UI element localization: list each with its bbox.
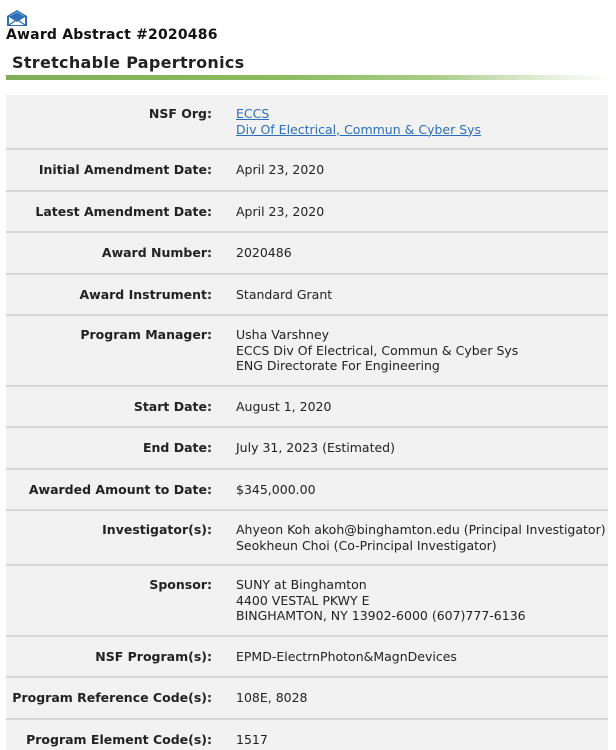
field-value: SUNY at Binghamton 4400 VESTAL PKWY E BINGHAMTON, NY 13902-6000 (607)777-6136	[236, 565, 608, 636]
row-nsf-org	[6, 95, 608, 149]
field-value: July 31, 2023 (Estimated)	[236, 427, 608, 469]
field-label: Investigator(s):	[6, 510, 236, 565]
field-value: $345,000.00	[236, 469, 608, 511]
field-label: NSF Org:	[6, 95, 236, 149]
row-investigators	[6, 510, 608, 565]
award-details-table	[6, 95, 608, 750]
row-program-element-codes	[6, 719, 608, 750]
field-label: Program Element Code(s):	[26, 731, 212, 747]
envelope-open-icon[interactable]	[6, 9, 28, 27]
field-value: April 23, 2020	[236, 149, 608, 191]
row-award-number	[6, 232, 608, 274]
field-label: Start Date:	[6, 386, 236, 428]
row-start-date	[6, 386, 608, 428]
field-value: Ahyeon Koh akoh@binghamton.edu (Principal Investigator) Seokheun Choi (Co-Principal Investigator)	[236, 510, 608, 565]
row-award-instrument	[6, 274, 608, 316]
field-value	[236, 95, 608, 149]
page-title: Stretchable Papertronics	[12, 53, 245, 72]
field-label: Awarded Amount to Date:	[6, 469, 236, 511]
field-value: 1517	[236, 731, 268, 747]
award-abstract-heading: Award Abstract #2020486	[6, 27, 218, 43]
row-end-date	[6, 427, 608, 469]
field-value: Usha Varshney ECCS Div Of Electrical, Commun & Cyber Sys ENG Directorate For Engineering	[236, 315, 608, 386]
row-initial-amendment-date	[6, 149, 608, 191]
field-label: Latest Amendment Date:	[6, 191, 236, 233]
field-label: NSF Program(s):	[6, 636, 236, 678]
title-divider	[6, 75, 610, 80]
field-value: April 23, 2020	[236, 191, 608, 233]
field-value: 2020486	[236, 232, 608, 274]
row-latest-amendment-date	[6, 191, 608, 233]
row-program-reference-codes	[6, 677, 608, 719]
row-sponsor	[6, 565, 608, 636]
field-label: Sponsor:	[6, 565, 236, 636]
field-label: Program Manager:	[6, 315, 236, 386]
field-label: Program Reference Code(s):	[6, 677, 236, 719]
row-awarded-amount	[6, 469, 608, 511]
field-value: 108E, 8028	[236, 677, 608, 719]
row-program-manager	[6, 315, 608, 386]
field-label: End Date:	[6, 427, 236, 469]
field-value: Standard Grant	[236, 274, 608, 316]
nsf-org-link-division[interactable]: Div Of Electrical, Commun & Cyber Sys	[236, 121, 482, 137]
row-nsf-programs	[6, 636, 608, 678]
field-label: Award Number:	[6, 232, 236, 274]
field-label: Initial Amendment Date:	[6, 149, 236, 191]
nsf-org-link-eccs[interactable]: ECCS	[236, 106, 270, 121]
field-label: Award Instrument:	[6, 274, 236, 316]
field-value: EPMD-ElectrnPhoton&MagnDevices	[236, 636, 608, 678]
field-value: August 1, 2020	[236, 386, 608, 428]
